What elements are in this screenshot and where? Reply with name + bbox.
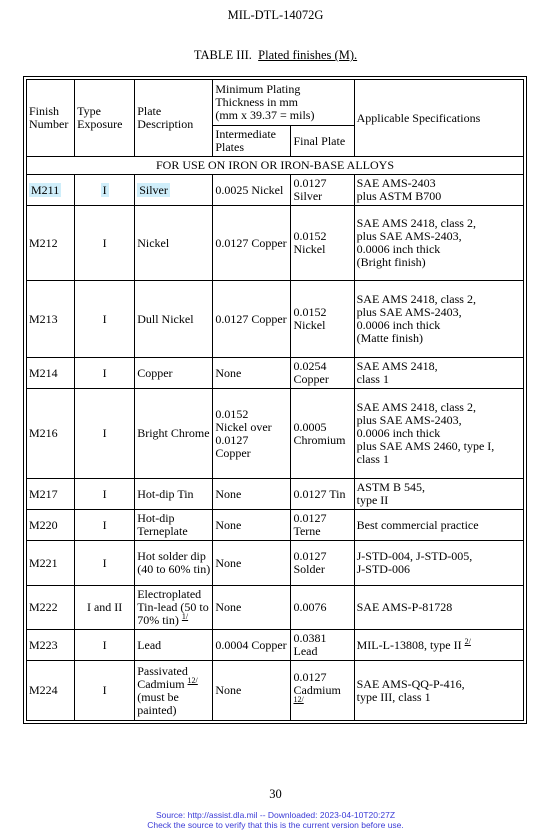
table-row [27, 541, 524, 586]
final-plate: 0.0127 Tin [291, 479, 354, 510]
table-title [0, 48, 551, 63]
footnote-ref: 1/ [181, 612, 189, 621]
intermediate-plate: 0.0152 Nickel over 0.0127 Copper [213, 389, 291, 479]
applicable-specs: SAE AMS-2403 plus ASTM B700 [354, 175, 523, 206]
finish-number: M220 [27, 510, 75, 541]
final-plate: 0.0127 Solder [291, 541, 354, 586]
final-plate: 0.0152 Nickel [291, 281, 354, 358]
applicable-specs: ASTM B 545, type II [354, 479, 523, 510]
finish-number: M216 [27, 389, 75, 479]
applicable-specs: SAE AMS 2418, class 2, plus SAE AMS-2403, 0.0006 inch thick (Bright finish) [354, 206, 523, 281]
intermediate-plate: None [213, 661, 291, 721]
min-thickness-line2: Thickness in mm [215, 95, 299, 109]
intermediate-plate: None [213, 541, 291, 586]
source-url-line: Source: http://assist.dla.mil -- Downloaded: 2023-04-10T20:27Z [155, 810, 396, 820]
col-header-intermediate: Intermediate Plates [213, 126, 291, 157]
final-plate: 0.0254 Copper [291, 358, 354, 389]
table-row [27, 661, 524, 721]
final-plate: 0.0127 Silver [291, 175, 354, 206]
table-row [27, 630, 524, 661]
final-plate: 0.0127 Terne [291, 510, 354, 541]
plate-description: Electroplated Tin-lead (50 to 70% tin) $^{1/}$ [135, 586, 213, 630]
footnote-ref: 12/ [293, 695, 304, 704]
type-exposure: I [102, 182, 107, 197]
col-header-specs: Applicable Specifications [354, 80, 523, 157]
document-id: MIL-DTL-14072G [227, 8, 324, 22]
table-row [27, 510, 524, 541]
plate-description: Lead [135, 630, 213, 661]
final-plate: 0.0152 Nickel [291, 206, 354, 281]
table-title-prefix: TABLE III. [193, 48, 252, 62]
intermediate-plate: 0.0127 Copper [213, 281, 291, 358]
table-row [27, 389, 524, 479]
table-row [27, 479, 524, 510]
finish-number: M217 [27, 479, 75, 510]
type-exposure: I [75, 281, 135, 358]
type-exposure: I [75, 510, 135, 541]
applicable-specs: SAE AMS-P-81728 [354, 586, 523, 630]
final-plate: 0.0076 [291, 586, 354, 630]
plate-description: Nickel [135, 206, 213, 281]
intermediate-plate: None [213, 358, 291, 389]
intermediate-plate: 0.0025 Nickel [213, 175, 291, 206]
type-exposure: I [75, 358, 135, 389]
table-title-text: Plated finishes (M). [258, 48, 358, 62]
finish-number: M222 [27, 586, 75, 630]
applicable-specs: SAE AMS 2418, class 2, plus SAE AMS-2403, 0.0006 inch thick (Matte finish) [354, 281, 523, 358]
applicable-specs: SAE AMS 2418, class 2, plus SAE AMS-2403, 0.0006 inch thick plus SAE AMS 2460, type I, class 1 [354, 389, 523, 479]
finish-number: M223 [27, 630, 75, 661]
intermediate-plate: None [213, 586, 291, 630]
final-plate: 0.0005 Chromium [291, 389, 354, 479]
page-number: 30 [269, 787, 282, 801]
table-row [27, 281, 524, 358]
final-plate: 0.0381 Lead [291, 630, 354, 661]
type-exposure: I [75, 541, 135, 586]
footnote-ref: 12/ [187, 675, 198, 685]
applicable-specs: MIL-L-13808, type II $^{2/}$ [354, 630, 523, 661]
col-header-min-thickness [213, 80, 354, 126]
plate-description: Passivated Cadmium $^{12/}$ (must be painted) [135, 661, 213, 721]
table-row [27, 206, 524, 281]
intermediate-plate: None [213, 510, 291, 541]
col-header-plate-description: Plate Description [135, 80, 213, 157]
table-row [27, 358, 524, 389]
applicable-specs: SAE AMS-QQ-P-416, type III, class 1 [354, 661, 523, 721]
type-exposure: I [75, 661, 135, 721]
col-header-final: Final Plate [291, 126, 354, 157]
plate-description: Dull Nickel [135, 281, 213, 358]
min-thickness-line3: (mm x 39.37 = mils) [215, 108, 315, 122]
plate-description: Silver [139, 182, 168, 197]
col-header-type-exposure: Type Exposure [75, 80, 135, 157]
type-exposure: I and II [75, 586, 135, 630]
finish-number: M212 [27, 206, 75, 281]
plate-description: Hot solder dip (40 to 60% tin) [135, 541, 213, 586]
plate-description: Copper [135, 358, 213, 389]
intermediate-plate: 0.0004 Copper [213, 630, 291, 661]
plate-description: Hot-dip Terneplate [135, 510, 213, 541]
plated-finishes-table-frame [23, 76, 527, 724]
type-exposure: I [75, 389, 135, 479]
applicable-specs: J-STD-004, J-STD-005, J-STD-006 [354, 541, 523, 586]
section-label: FOR USE ON IRON OR IRON-BASE ALLOYS [27, 157, 524, 175]
footnote-ref: 2/ [464, 636, 471, 646]
type-exposure: I [75, 630, 135, 661]
source-verify-line: Check the source to verify that this is the current version before use. [147, 820, 404, 830]
plated-finishes-table [26, 79, 524, 721]
intermediate-plate: None [213, 479, 291, 510]
intermediate-plate: 0.0127 Copper [213, 206, 291, 281]
type-exposure: I [75, 479, 135, 510]
table-row [27, 586, 524, 630]
table-row [27, 175, 524, 206]
min-thickness-line1: Minimum Plating [215, 82, 301, 96]
finish-number: M224 [27, 661, 75, 721]
finish-number: M213 [27, 281, 75, 358]
applicable-specs: Best commercial practice [354, 510, 523, 541]
finish-number: M221 [27, 541, 75, 586]
final-plate: 0.0127 Cadmium $^{12/}$ [291, 661, 354, 721]
plate-description: Bright Chrome [135, 389, 213, 479]
plate-description: Hot-dip Tin [135, 479, 213, 510]
finish-number: M211 [31, 182, 60, 197]
col-header-finish-number: Finish Number [27, 80, 75, 157]
type-exposure: I [75, 206, 135, 281]
finish-number: M214 [27, 358, 75, 389]
source-notice [0, 810, 551, 830]
applicable-specs: SAE AMS 2418, class 1 [354, 358, 523, 389]
